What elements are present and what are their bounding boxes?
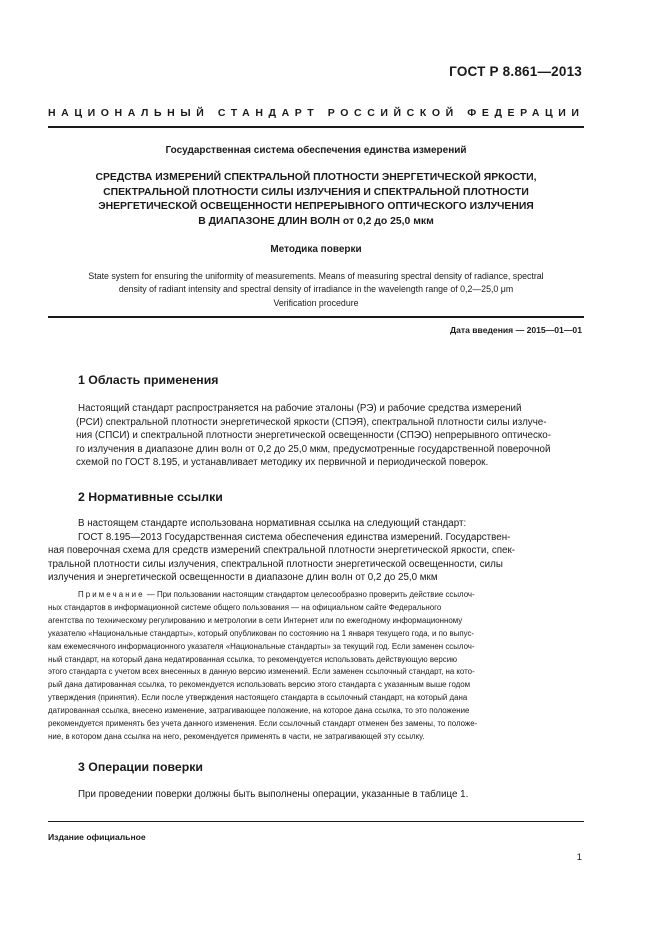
system-name: Государственная система обеспечения единства измерений <box>165 145 467 156</box>
footer-divider <box>48 821 584 822</box>
section-3-title: 3 Операции поверки <box>78 760 203 774</box>
section-1-body <box>78 402 585 470</box>
paragraph-line: В настоящем стандарте использована нормативная ссылка на следующий стандарт: <box>78 518 467 529</box>
note-line: агентства по техническому регулированию и метрологии в сети Интернет или по ежегодному информационному <box>48 615 463 625</box>
note-line: ных стандартов в информационной системе общего пользования — на официальном сайте Федерального <box>48 602 442 612</box>
title-line: СРЕДСТВА ИЗМЕРЕНИЙ СПЕКТРАЛЬНОЙ ПЛОТНОСТИ ЭНЕРГЕТИЧЕСКОЙ ЯРКОСТИ, <box>95 172 537 183</box>
paragraph-line: тральной плотности силы излучения, спектральной плотности энергетической освещенности, силы <box>48 558 503 570</box>
section-3-body <box>78 788 585 802</box>
paragraph-line: го излучения в диапазоне длин волн от 0,2 до 25,0 мкм, предусмотренные государственной поверочной <box>76 443 551 455</box>
title-line: СПЕКТРАЛЬНОЙ ПЛОТНОСТИ СИЛЫ ИЗЛУЧЕНИЯ И СПЕКТРАЛЬНОЙ ПЛОТНОСТИ <box>103 186 529 198</box>
header-divider <box>48 126 584 128</box>
english-title-line: State system for ensuring the uniformity of measurements. Means of measuring spectral density of radiance, spectral <box>88 271 544 281</box>
edition-label: Издание официальное <box>48 832 146 842</box>
note-line: рый дана датированная ссылка, то рекомендуется использовать версию этого стандарта с указанным выше годом <box>48 680 471 690</box>
paragraph-line: схемой по ГОСТ 8.195, и устанавливает методику их первичной и периодической поверок. <box>76 457 489 469</box>
paragraph-line: излучения и энергетической освещенности в диапазоне длин волн от 0,2 до 25,0 мкм <box>48 572 438 584</box>
note-block <box>48 589 585 744</box>
section-2-title: 2 Нормативные ссылки <box>78 490 223 504</box>
national-standard-heading: НАЦИОНАЛЬНЫЙ СТАНДАРТ РОССИЙСКОЙ ФЕДЕРАЦИИ <box>48 107 585 119</box>
note-line: кам ежемесячного информационного указателя «Национальные стандарты» за текущий год. Если заменен ссылоч- <box>48 641 475 651</box>
note-line <box>78 589 585 602</box>
paragraph-line: ная поверочная схема для средств измерений спектральной плотности энергетической яркости, спек- <box>48 545 516 557</box>
paragraph-line: (РСИ) спектральной плотности энергетической яркости (СПЭЯ), спектральной плотности силы излуче- <box>76 416 547 428</box>
note-line: рекомендуется применять без учета данного изменения. Если ссылочный стандарт отменен без замены, то положе- <box>48 719 478 729</box>
title-line: В ДИАПАЗОНЕ ДЛИН ВОЛН от 0,2 до 25,0 мкм <box>198 215 434 227</box>
section-2-body <box>48 517 585 585</box>
note-line: ние, в котором дана ссылка на него, рекомендуется применять в части, не затрагивающей эту ссылку. <box>48 731 425 741</box>
method-subtitle: Методика поверки <box>270 244 362 255</box>
note-line: утверждения (принятия). Если после утверждения настоящего стандарта в ссылочный стандарт, на который дана <box>48 693 468 703</box>
introduction-date: Дата введения — 2015—01—01 <box>449 325 582 335</box>
english-title-line: Verification procedure <box>273 297 359 308</box>
paragraph-line: ния (СПСИ) и спектральной плотности энергетической освещенности (СПЭО) непрерывного оптическо- <box>76 430 551 442</box>
note-line: датированная ссылка, внесено изменение, затрагивающее положение, на которое дана ссылка, то это положение <box>48 706 470 716</box>
english-title-line: density of radiant intensity and spectral density of irradiance in the wavelength range of 0,2—25,0 μm <box>118 284 514 295</box>
document-number: ГОСТ Р 8.861—2013 <box>449 64 582 79</box>
title-line: ЭНЕРГЕТИЧЕСКОЙ ОСВЕЩЕННОСТИ НЕПРЕРЫВНОГО ОПТИЧЕСКОГО ИЗЛУЧЕНИЯ <box>98 201 534 213</box>
note-line: указателю «Национальные стандарты», который опубликован по состоянию на 1 января текущего года, и по выпус- <box>48 628 475 638</box>
note-label: Примечание <box>78 590 145 599</box>
document-title <box>60 171 572 229</box>
english-title <box>52 270 580 310</box>
title-divider <box>48 316 584 318</box>
paragraph-line: ГОСТ 8.195—2013 Государственная система обеспечения единства измерений. Государствен- <box>78 531 511 543</box>
note-line: этого стандарта с учетом всех внесенных в данную версию изменений. Если заменен ссылочный стандарт, на кото- <box>48 667 475 677</box>
paragraph-line: При проведении поверки должны быть выполнены операции, указанные в таблице 1. <box>78 789 469 800</box>
note-line: ный стандарт, на который дана недатированная ссылка, то рекомендуется использовать действующую версию <box>48 654 458 664</box>
paragraph-line: Настоящий стандарт распространяется на рабочие эталоны (РЭ) и рабочие средства измерений <box>78 403 522 414</box>
section-1-title: 1 Область применения <box>78 373 219 387</box>
note-text: — При пользовании настоящим стандартом целесообразно проверить действие ссылоч- <box>146 590 475 599</box>
page-number: 1 <box>576 852 582 863</box>
